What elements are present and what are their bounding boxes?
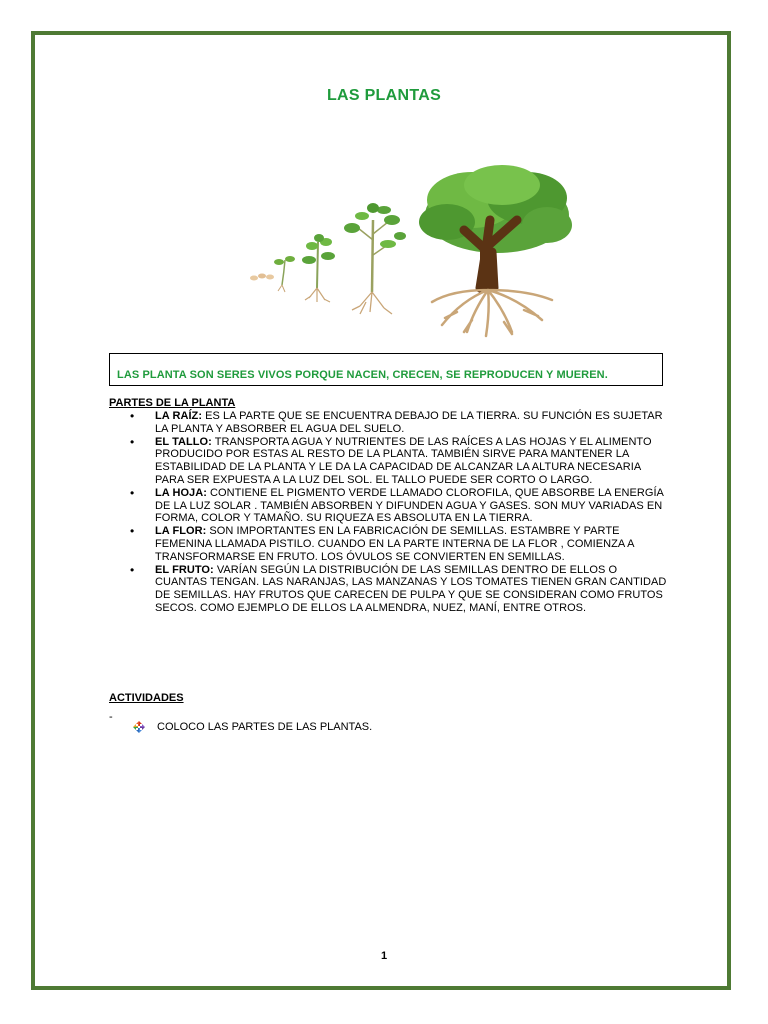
part-description: SON IMPORTANTES EN LA FABRICACIÓN DE SEMILLAS. ESTAMBRE Y PARTE FEMENINA LLAMADA PISTILO. CUANDO EN LA PARTE INTERNA DE LA FLOR , COMIENZA A TRANSFORMARSE EN FRUTO. LOS ÓVULOS SE CONVIERTEN EN SEMILLAS. <box>155 525 634 563</box>
bullet-icon: • <box>130 485 135 500</box>
bullet-icon: • <box>130 434 135 449</box>
part-description: TRANSPORTA AGUA Y NUTRIENTES DE LAS RAÍCES A LAS HOJAS Y EL ALIMENTO PRODUCIDO POR ESTAS AL RESTO DE LA PLANTA. TAMBIÉN SIRVE PARA MANTENER LA ESTABILIDAD DE LA PLANTA Y LE DA LA CAPACIDAD DE ALCANZAR LA ALTURA NECESARIA PARA SER EXPUESTA A LA LUZ DEL SOL. EL TALLO PUEDE SER CORTO O LARGO. <box>155 435 652 486</box>
activities-heading: ACTIVIDADES <box>109 692 184 704</box>
four-way-arrow-icon <box>132 720 146 734</box>
part-term: LA RAÍZ: <box>155 410 203 422</box>
bullet-icon: • <box>130 409 135 423</box>
part-description: CONTIENE EL PIGMENTO VERDE LLAMADO CLOROFILA, QUE ABSORBE LA ENERGÍA DE LA LUZ SOLAR . TAMBIÉN ABSORBEN Y DIFUNDEN AGUA Y GASES. SON MUY VARIADAS EN FORMA, COLOR Y TAMAÑO. SU RIQUEZA ES ABSOLUTA EN LA TIERRA. <box>155 486 664 525</box>
list-item <box>128 487 668 525</box>
part-term: LA HOJA: <box>155 486 207 499</box>
part-term: EL TALLO: <box>155 435 212 448</box>
key-fact-box <box>109 353 663 386</box>
tree-stage <box>419 165 572 336</box>
plant-growth-illustration <box>242 160 576 338</box>
part-term: EL FRUTO: <box>155 563 214 576</box>
dash-marker: - <box>109 711 113 723</box>
key-fact-text: LAS PLANTA SON SERES VIVOS PORQUE NACEN, CRECEN, SE REPRODUCEN Y MUEREN. <box>117 369 608 381</box>
list-item <box>128 525 668 563</box>
list-item <box>128 564 668 615</box>
seedling-stage <box>302 234 335 302</box>
plant-parts-list <box>128 410 668 615</box>
part-description: VARÍAN SEGÚN LA DISTRIBUCIÓN DE LAS SEMILLAS DENTRO DE ELLOS O CUANTAS TENGAN. LAS NARANJAS, LAS MANZANAS Y LOS TOMATES TIENEN GRAN CANTIDAD DE SEMILLAS. HAY FRUTOS QUE CARECEN DE PULPA Y QUE SE CONSIDERAN COMO FRUTOS SECOS. COMO EJEMPLO DE ELLOS LA ALMENDRA, NUEZ, MANÍ, ENTRE OTROS. <box>155 563 667 614</box>
bullet-icon: • <box>130 524 135 539</box>
page-number: 1 <box>380 950 388 962</box>
bullet-icon: • <box>130 562 135 577</box>
activity-text: COLOCO LAS PARTES DE LAS PLANTAS. <box>157 721 373 733</box>
part-description: ES LA PARTE QUE SE ENCUENTRA DEBAJO DE LA TIERRA. SU FUNCIÓN ES SUJETAR LA PLANTA Y ABSORBER EL AGUA DEL SUELO. <box>155 410 663 435</box>
list-item <box>128 436 668 487</box>
sprout-stage <box>274 256 295 292</box>
list-item <box>128 410 668 436</box>
seed-stage <box>250 274 274 281</box>
part-term: LA FLOR: <box>155 525 207 538</box>
young-plant-stage <box>344 203 406 314</box>
page-title: LAS PLANTAS <box>326 87 442 104</box>
parts-section-heading: PARTES DE LA PLANTA <box>109 397 236 409</box>
